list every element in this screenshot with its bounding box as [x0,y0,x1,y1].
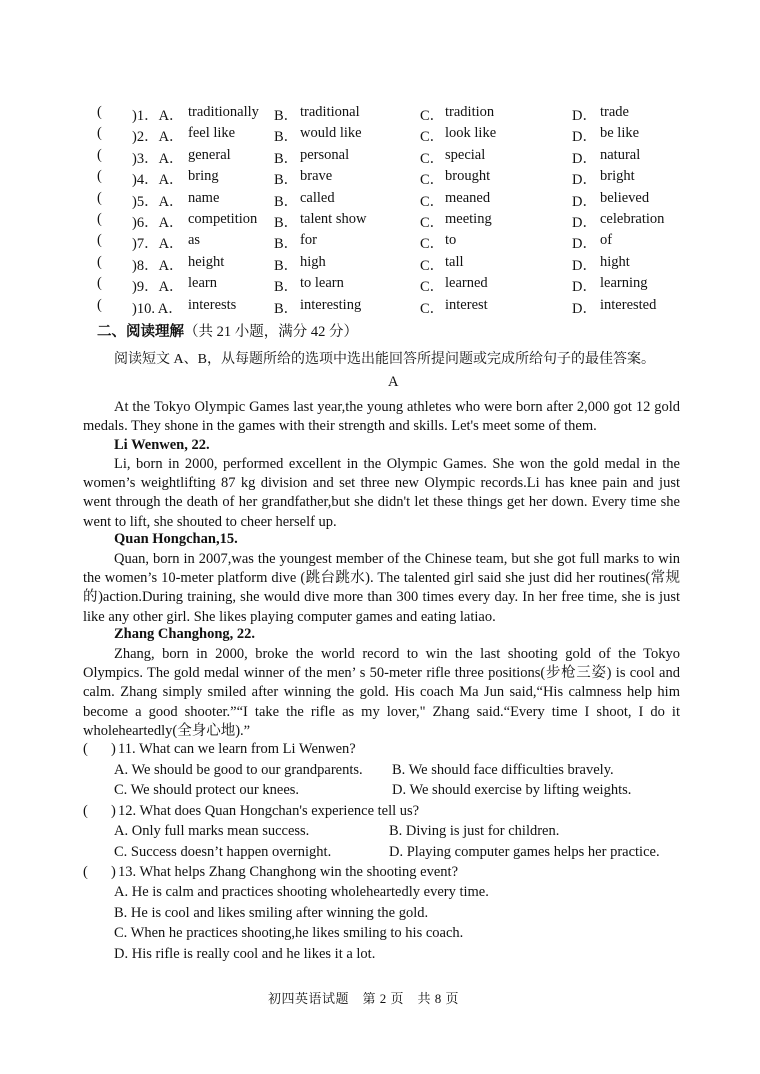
question-text: 12. What does Quan Hongchan's experience tell us? [118,803,420,819]
option-c-label: C． [420,172,445,189]
paragraph-zhang-changhong: Zhang, born in 2000, broke the world record to win the last shooting gold of the Tokyo Olympics. The gold medal winner of the men’ s 50-meter rifle three positions(步枪三姿) is cool and calm. Zhang simply smiled after winning the gold. His coach Ma Jun said,“His calmness help him become a good shooter.”“I take the rifle as my lover," Zhang said.“Every time I shoot, I do it wholeheartedly(全身心地).” [83,646,680,739]
option-c: meaned [445,189,491,206]
choice-row [0,275,760,296]
choice-row [0,232,760,253]
option-c: special [445,146,486,163]
question-text: 13. What helps Zhang Changhong win the shooting event? [118,864,459,880]
option-a: A. Only full marks mean success. [114,823,310,839]
option-b: high [300,253,326,270]
option-b: B. We should face difficulties bravely. [392,762,614,778]
option-d: hight [600,253,630,270]
option-b: would like [300,125,362,142]
option-c-label: C． [420,279,445,296]
option-a: feel like [188,125,236,142]
option-c: C. When he practices shooting,he likes smiling to his coach. [114,925,464,941]
option-a: height [188,253,225,270]
option-a: name [188,189,220,206]
option-d: celebration [600,211,665,227]
answer-blank: ( [97,104,102,120]
item-number: )3．A． [132,150,184,167]
choice-row [0,211,760,232]
option-c: brought [445,168,491,185]
option-d-label: D． [572,129,597,146]
answer-blank-open: ( [83,864,88,880]
option-b: B. He is cool and likes smiling after winning the gold. [114,905,429,921]
option-c: to [445,232,457,249]
passage-intro: At the Tokyo Olympic Games last year,the young athletes who were born after 2,000 got 12 gold medals. They shone in the games with their strength and skills. Let's meet some of them. [83,399,680,435]
paragraph-li-wenwen: Li, born in 2000, performed excellent in the Olympic Games. She won the gold medal in the women’s weightlifting 87 kg division and set three new Olympic records.Li has knee pain and just went through the death of her grandfather,but she didn't let these things get her down. Every time she went to lift, she shouted to cheer herself up. [83,456,680,530]
answer-blank: ( [97,275,102,292]
heading-zhang-changhong: Zhang Changhong, 22. [114,626,256,642]
option-c: tall [445,253,464,270]
option-c-label: C． [420,236,445,253]
answer-blank: ( [97,253,102,270]
item-number: )8．A． [132,257,184,274]
option-a: A. He is calm and practices shooting wholeheartedly every time. [114,884,489,900]
item-number: )10. A． [132,300,183,317]
option-c-label: C． [420,215,445,231]
option-d-label: D． [572,150,597,167]
option-b-label: B． [274,172,299,189]
choice-row [0,125,760,146]
option-c-label: C． [420,300,445,317]
option-d: believed [600,189,650,206]
option-c: tradition [445,104,495,120]
option-d: trade [600,104,629,120]
option-c: C. We should protect our knees. [114,782,300,798]
choice-row [0,168,760,189]
choice-row [0,104,760,125]
answer-blank: ( [97,146,102,163]
option-c-label: C． [420,129,445,146]
option-b-label: B． [274,108,299,124]
option-a: as [188,232,201,249]
option-d-label: D． [572,236,597,253]
option-d: bright [600,168,635,185]
choice-row [0,190,760,211]
option-b-label: B． [274,257,299,274]
option-b-label: B． [274,129,299,146]
option-d: D. His rifle is really cool and he likes it a lot. [114,946,376,962]
option-b: to learn [300,275,344,292]
option-b: brave [300,168,333,185]
option-d-label: D． [572,257,597,274]
answer-blank: ( [97,189,102,206]
section-instruction: 阅读短文 A、B，从每题所给的选项中选出能回答所提问题或完成所给句子的最佳答案。 [114,352,655,367]
answer-blank: ( [97,232,102,249]
option-d: interested [600,296,657,313]
option-b-label: B． [274,150,299,167]
option-c-label: C． [420,257,445,274]
option-d: of [600,232,613,249]
option-a: bring [188,168,219,185]
option-a: general [188,146,231,163]
answer-blank-open: ( [83,803,88,819]
option-d-label: D． [572,172,597,189]
answer-blank: ( [97,125,102,142]
option-b: interesting [300,296,362,313]
answer-blank-close: ) [111,741,116,757]
option-c: interest [445,296,488,313]
option-b-label: B． [274,279,299,296]
option-d: D. Playing computer games helps her practice. [389,844,660,860]
option-a: traditionally [188,104,259,120]
answer-blank-close: ) [111,864,116,880]
option-d-label: D． [572,279,597,296]
option-c: meeting [445,211,492,227]
option-a: learn [188,275,217,292]
option-a: interests [188,296,237,313]
option-b: traditional [300,104,360,120]
option-c-label: C． [420,108,445,124]
option-c-label: C． [420,150,445,167]
option-b: B. Diving is just for children. [389,823,560,839]
choice-row [0,254,760,275]
paragraph-quan-hongchan: Quan, born in 2007,was the youngest member of the Chinese team, but she got full marks to win the women’s 10-meter platform dive (跳台跳水). The talented girl said she just did her routines(常规的)action.During training, she would dive more than 300 times every day. In her free time, she is just like any other girl. She likes playing computer games and eating latiao. [83,551,680,625]
option-d-label: D． [572,215,597,231]
option-a: competition [188,211,258,227]
question-text: 11. What can we learn from Li Wenwen? [118,741,356,757]
section-title-text: 二、阅读理解 [97,324,184,340]
choice-row [0,147,760,168]
answer-blank-close: ) [111,803,116,819]
passage-label: A [388,374,399,390]
choice-row [0,297,760,318]
option-b-label: B． [274,215,299,231]
answer-blank-open: ( [83,741,88,757]
option-d-label: D． [572,300,597,317]
item-number: )9．A． [132,279,184,296]
option-b-label: B． [274,193,299,210]
option-b: for [300,232,317,249]
option-b: called [300,189,335,206]
section-points: （共 21 小题，满分 42 分） [184,324,358,340]
page-footer: 初四英语试题 第 2 页 共 8 页 [268,991,460,1006]
item-number: )4．A． [132,172,184,189]
option-c: learned [445,275,488,292]
option-b: personal [300,146,350,163]
item-number: )7．A． [132,236,184,253]
heading-quan-hongchan: Quan Hongchan,15. [114,531,238,547]
option-d: be like [600,125,640,142]
option-d-label: D． [572,193,597,210]
item-number: )6．A． [132,215,184,231]
item-number: )5．A． [132,193,184,210]
option-d: D. We should exercise by lifting weights. [392,782,632,798]
option-c-label: C． [420,193,445,210]
answer-blank: ( [97,296,102,313]
option-b-label: B． [274,236,299,253]
option-c: look like [445,125,497,142]
option-a: A. We should be good to our grandparents. [114,762,363,778]
heading-li-wenwen: Li Wenwen, 22. [114,437,210,453]
item-number: )1．A． [132,108,184,124]
option-b-label: B． [274,300,299,317]
option-c: C. Success doesn’t happen overnight. [114,844,332,860]
answer-blank: ( [97,168,102,185]
option-b: talent show [300,211,367,227]
answer-blank: ( [97,211,102,227]
item-number: )2．A． [132,129,184,146]
option-d-label: D． [572,108,597,124]
option-d: learning [600,275,648,292]
option-d: natural [600,146,641,163]
section-title [97,320,358,341]
